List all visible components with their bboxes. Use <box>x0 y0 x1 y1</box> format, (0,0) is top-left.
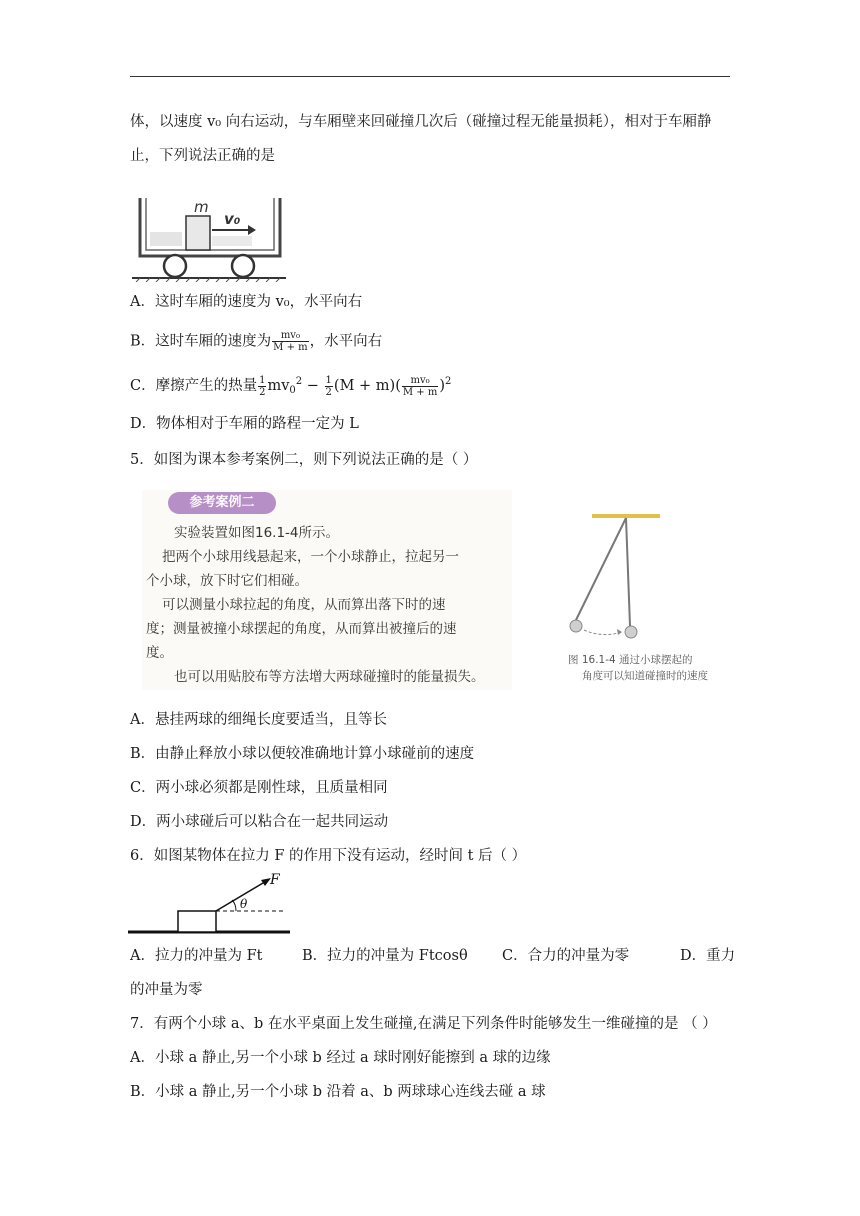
q6-stem: 6．如图某物体在拉力 F 的作用下没有运动，经时间 t 后（ ） <box>130 848 527 864</box>
figure-caption-line-1: 图 16.1-4 通过小球摆起的 <box>568 654 693 666</box>
ref-line-3: 个小球，放下时它们相碰。 <box>146 573 308 589</box>
half-numerator-2: 1 <box>325 374 332 386</box>
q6-option-d: D．重力 <box>680 948 736 964</box>
velocity-fraction <box>402 375 438 398</box>
v-square: 2 <box>295 376 303 387</box>
outer-square: 2 <box>445 376 452 387</box>
ref-line-7: 也可以用贴胶布等方法增大两球碰撞时的能量损失。 <box>174 669 485 685</box>
q5-option-b: B．由静止释放小球以便较准确地计算小球碰前的速度 <box>130 746 475 762</box>
ref-line-5: 度；测量被撞小球摆起的角度，从而算出被撞后的速 <box>146 621 457 637</box>
cart-figure <box>130 190 288 282</box>
pendulum-figure <box>540 508 720 648</box>
close-paren: ) <box>439 378 445 394</box>
reference-case-title: 参考案例二 <box>168 492 276 514</box>
q4-option-c-prefix: C．摩擦产生的热量 <box>130 378 258 394</box>
ref-line-6: 度。 <box>146 645 173 661</box>
header-rule <box>130 76 730 77</box>
q4-option-c: C．摩擦产生的热量 $\frac{1}{2}$ $mv_0^2$ − $\frac{1}{2}$ (M + m)( $\frac{\text{mv₀}}{M + m}$ )$^2$ <box>130 374 452 398</box>
force-block-figure <box>128 868 298 938</box>
velocity-denominator: M + m <box>402 386 438 398</box>
ref-line-2: 把两个小球用线悬起来，一个小球静止，拉起另一 <box>162 549 459 565</box>
q4-option-b-suffix: ，水平向右 <box>309 333 383 350</box>
intro-line-2: 止，下列说法正确的是 <box>130 148 275 164</box>
half-fraction-2 <box>325 375 333 398</box>
q5-option-d: D．两小球碰后可以粘合在一起共同运动 <box>130 814 389 830</box>
q6-option-d-continued: 的冲量为零 <box>130 982 203 998</box>
half-denominator: 2 <box>259 386 266 398</box>
q4-option-d: D．物体相对于车厢的路程一定为 L <box>130 416 359 432</box>
q7-option-b: B．小球 a 静止,另一个小球 b 沿着 a、b 两球球心连线去碰 a 球 <box>130 1084 546 1100</box>
half-fraction <box>258 375 266 398</box>
mv-term: mv <box>267 378 290 394</box>
q4-option-a: A．这时车厢的速度为 v₀，水平向右 <box>130 294 363 310</box>
q6-option-c: C．合力的冲量为零 <box>502 948 630 964</box>
angle-label: θ <box>240 897 248 911</box>
force-label: F <box>270 872 280 888</box>
velocity-label: v₀ <box>224 210 241 228</box>
q6-option-b: B．拉力的冲量为 Ftcosθ <box>302 948 468 964</box>
figure-caption-line-2: 角度可以知道碰撞时的速度 <box>582 670 708 682</box>
q5-option-c: C．两小球必须都是刚性球，且质量相同 <box>130 780 388 796</box>
ref-line-4: 可以测量小球拉起的角度，从而算出落下时的速 <box>162 597 446 613</box>
q4-option-b-fraction <box>272 330 308 353</box>
q6-options-row <box>130 946 740 966</box>
q4-option-b <box>130 330 740 353</box>
mass-label: m <box>194 198 209 216</box>
fraction-denominator: M + m <box>273 342 308 353</box>
velocity-numerator: mv₀ <box>402 375 438 387</box>
half-denominator-2: 2 <box>325 386 332 398</box>
q5-option-a: A．悬挂两球的细绳长度要适当，且等长 <box>130 712 387 728</box>
half-numerator: 1 <box>259 374 266 386</box>
v-subscript: 0 <box>289 385 296 396</box>
q7-stem: 7．有两个小球 a、b 在水平桌面上发生碰撞,在满足下列条件时能够发生一维碰撞的是 （ ） <box>130 1016 717 1032</box>
ref-line-1: 实验装置如图16.1-4所示。 <box>174 525 340 541</box>
fraction-numerator: mv₀ <box>272 330 308 342</box>
q5-stem: 5．如图为课本参考案例二，则下列说法正确的是（ ） <box>130 452 478 468</box>
q6-option-a: A．拉力的冲量为 Ft <box>130 948 263 964</box>
q7-option-a: A．小球 a 静止,另一个小球 b 经过 a 球时刚好能擦到 a 球的边缘 <box>130 1050 551 1066</box>
intro-line-1: 体，以速度 v₀ 向右运动，与车厢壁来回碰撞几次后（碰撞过程无能量损耗），相对于车厢静 <box>130 114 712 130</box>
q4-option-b-prefix: B．这时车厢的速度为 <box>130 333 272 350</box>
mass-term: (M + m)( <box>333 378 401 394</box>
